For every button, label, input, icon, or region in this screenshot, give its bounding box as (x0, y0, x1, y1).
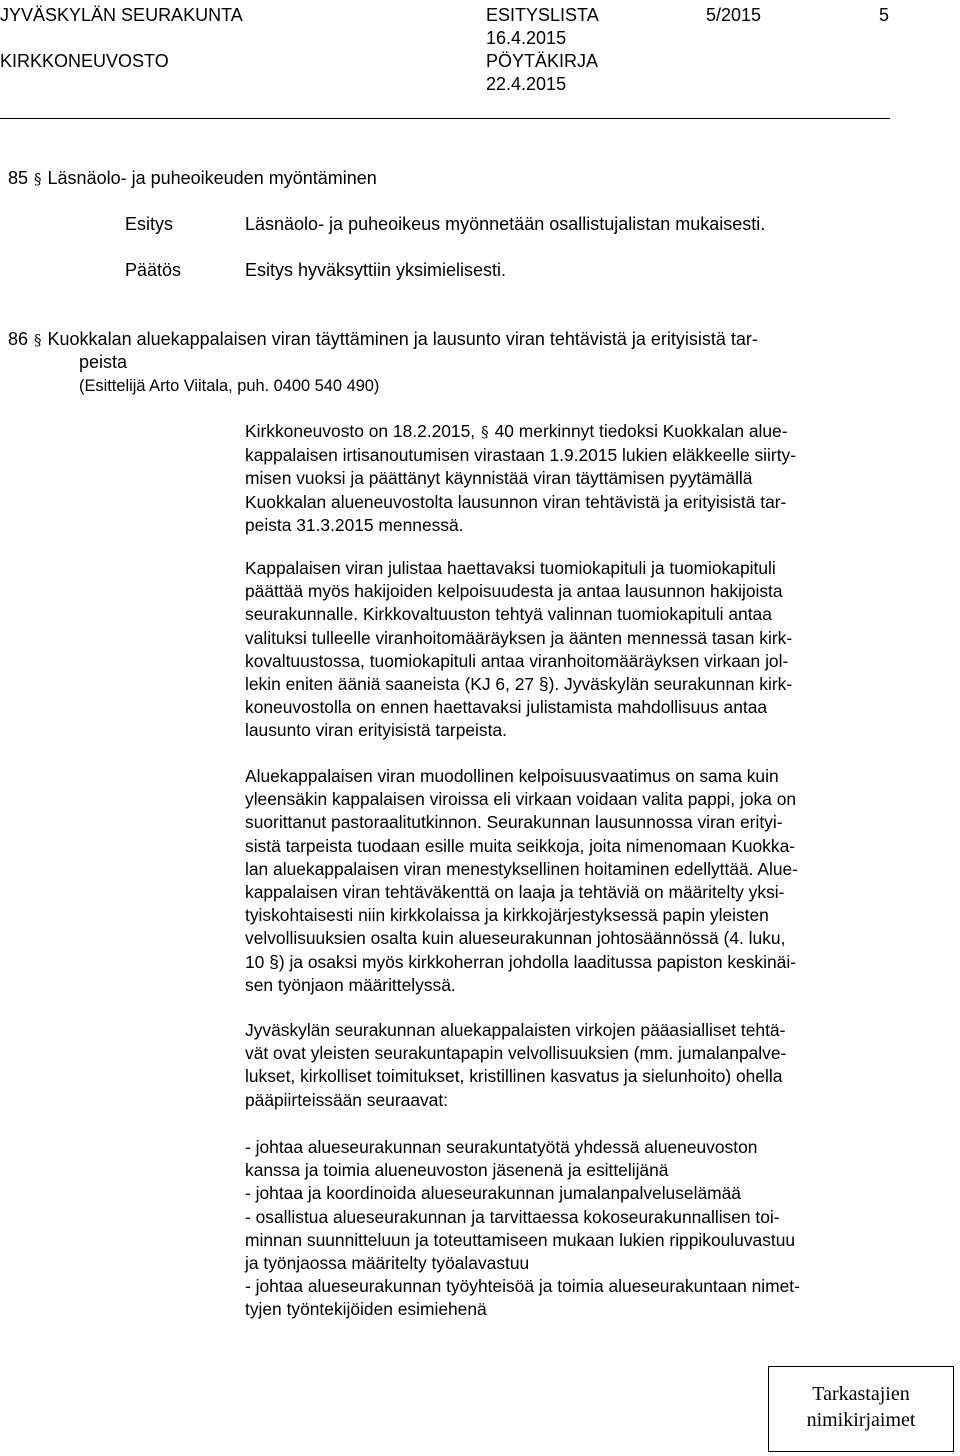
list-item: - osallistua alueseurakunnan ja tarvittaessa kokoseurakunnallisen toi- (245, 1206, 780, 1227)
paragraph-line: Aluekappalaisen viran muodollinen kelpoisuusvaatimus on sama kuin (245, 766, 779, 786)
body-name: KIRKKONEUVOSTO (0, 51, 169, 71)
paragraph-line: seurakunnalle. Kirkkovaltuuston tehtyä valinnan tuomiokapituli antaa (245, 604, 772, 625)
paragraph-line: Kuokkalan alueneuvostolta lausunnon viran tehtävistä ja erityisistä tar- (245, 491, 787, 512)
paragraph-4 (245, 1019, 905, 1112)
initials-label-line1: Tarkastajien (812, 1383, 910, 1405)
paragraph-line: kappalaisen viran tehtäväkenttä on laaja ja tehtäviä on määritelty yksi- (245, 882, 785, 903)
paragraph-2 (245, 557, 905, 743)
paragraph-text: 40 merkinnyt tiedoksi Kuokkalan alue- (494, 421, 788, 441)
initials-label-line2: nimikirjaimet (806, 1409, 916, 1431)
agenda-date: 16.4.2015 (486, 28, 567, 48)
paragraph-line: päättää myös hakijoiden kelpoisuudesta ja antaa lausunnon hakijoista (245, 581, 783, 602)
paragraph-line: valituksi tulleelle viranhoitomääräyksen ja äänten mennessä tasan kirk- (245, 627, 793, 648)
section-title-line1: Kuokkalan aluekappalaisen viran täyttäminen ja lausunto viran tehtävistä ja erityisistä tar- (47, 329, 758, 349)
list-item: - johtaa ja koordinoida alueseurakunnan jumalanpalveluselämää (245, 1183, 741, 1204)
org-name: JYVÄSKYLÄN SEURAKUNTA (0, 5, 243, 25)
doc-type-agenda: ESITYSLISTA (486, 5, 599, 25)
section-sign-icon: § (481, 423, 489, 441)
paragraph-line: yleensäkin kappalaisen viroissa eli virkaan voidaan valita pappi, joka on (245, 789, 797, 810)
esitys-text: Läsnäolo- ja puheoikeus myönnetään osallistujalistan mukaisesti. (245, 214, 766, 234)
doc-type-minutes: PÖYTÄKIRJA (486, 51, 599, 71)
section-number: 86 (8, 329, 29, 349)
section-sign-icon: § (34, 170, 42, 188)
list-item: - johtaa alueseurakunnan työyhteisöä ja toimia alueseurakuntaan nimet- (245, 1276, 800, 1297)
paragraph-line: lekin eniten ääniä saaneista (KJ 6, 27 §). Jyväskylän seurakunnan kirk- (245, 674, 793, 695)
paragraph-line: vät ovat yleisten seurakuntapapin velvollisuuksien (mm. jumalanpalve- (245, 1043, 787, 1064)
paragraph-line: 10 §) ja osaksi myös kirkkoherran johdolla laaditussa papiston keskinäi- (245, 951, 796, 972)
duties-list (245, 1136, 905, 1322)
section-number: 85 (8, 168, 29, 188)
paragraph-line: Jyväskylän seurakunnan aluekappalaisten virkojen pääasialliset tehtä- (245, 1020, 786, 1040)
section-title: Läsnäolo- ja puheoikeuden myöntäminen (47, 168, 377, 188)
paragraph-3 (245, 765, 905, 997)
list-item: ja työnjaossa määritelty työalavastuu (245, 1253, 530, 1274)
section-title-line2: peista (79, 352, 128, 372)
paragraph-line (245, 420, 905, 444)
paragraph-line: misen vuoksi ja päättänyt käynnistää viran täyttämisen pyytämällä (245, 468, 753, 489)
paragraph-line: peista 31.3.2015 mennessä. (245, 514, 464, 535)
paatos-text: Esitys hyväksyttiin yksimielisesti. (245, 260, 507, 280)
meeting-number: 5/2015 (706, 5, 762, 25)
paragraph-line: pääpiirteissään seuraavat: (245, 1089, 449, 1110)
paragraph-line: koneuvostolla on ennen haettavaksi julistamista mahdollisuus antaa (245, 697, 768, 718)
paragraph-line: lan aluekappalaisen viran menestyksellinen hoitaminen edellyttää. Alue- (245, 858, 798, 879)
list-item: minnan suunnitteluun ja toteuttamiseen mukaan lukien rippikouluvastuu (245, 1229, 796, 1250)
paragraph-line: velvollisuuksien osalta kuin alueseurakunnan johtosäännössä (4. luku, (245, 928, 786, 949)
list-item: kanssa ja toimia alueneuvoston jäsenenä ja esittelijänä (245, 1160, 669, 1181)
paragraph-line: kovaltuustossa, tuomiokapituli antaa viranhoitomääräyksen virkaan jol- (245, 650, 789, 671)
paragraph-line: kappalaisen irtisanoutumisen virastaan 1.9.2015 lukien eläkkeelle siirty- (245, 445, 797, 466)
paragraph-line: Kappalaisen viran julistaa haettavaksi tuomiokapituli ja tuomiokapituli (245, 558, 776, 578)
paragraph-1 (245, 420, 905, 537)
initials-box (768, 1366, 954, 1452)
presenter: (Esittelijä Arto Viitala, puh. 0400 540 490) (79, 377, 380, 395)
paatos-label: Päätös (125, 260, 182, 280)
paragraph-line: suorittanut pastoraalitutkinnon. Seurakunnan lausunnossa viran erityi- (245, 812, 783, 833)
minutes-date: 22.4.2015 (486, 74, 567, 94)
list-item: - johtaa alueseurakunnan seurakuntatyötä yhdessä alueneuvoston (245, 1137, 758, 1157)
page-number: 5 (879, 5, 890, 25)
paragraph-line: sen työnjaon määrittelyssä. (245, 974, 456, 995)
list-item: tyjen työntekijöiden esimiehenä (245, 1299, 487, 1320)
initials-box-label (769, 1381, 953, 1433)
paragraph-line: lukset, kirkolliset toimitukset, kristillinen kasvatus ja sielunhoito) ohella (245, 1066, 783, 1087)
paragraph-line: sistä tarpeista tuodaan esille muita seikkoja, joita nimenomaan Kuokka- (245, 835, 796, 856)
esitys-label: Esitys (125, 214, 174, 234)
section-86-heading (8, 328, 758, 351)
paragraph-line: lausunto viran erityisistä tarpeista. (245, 720, 507, 741)
section-85-heading (8, 167, 377, 190)
paragraph-text: Kirkkoneuvosto on 18.2.2015, (245, 421, 476, 441)
section-sign-icon: § (34, 331, 42, 349)
header-rule (0, 118, 890, 119)
paragraph-line: tyiskohtaisesti niin kirkkolaissa ja kirkkojärjestyksessä papin yleisten (245, 905, 769, 926)
